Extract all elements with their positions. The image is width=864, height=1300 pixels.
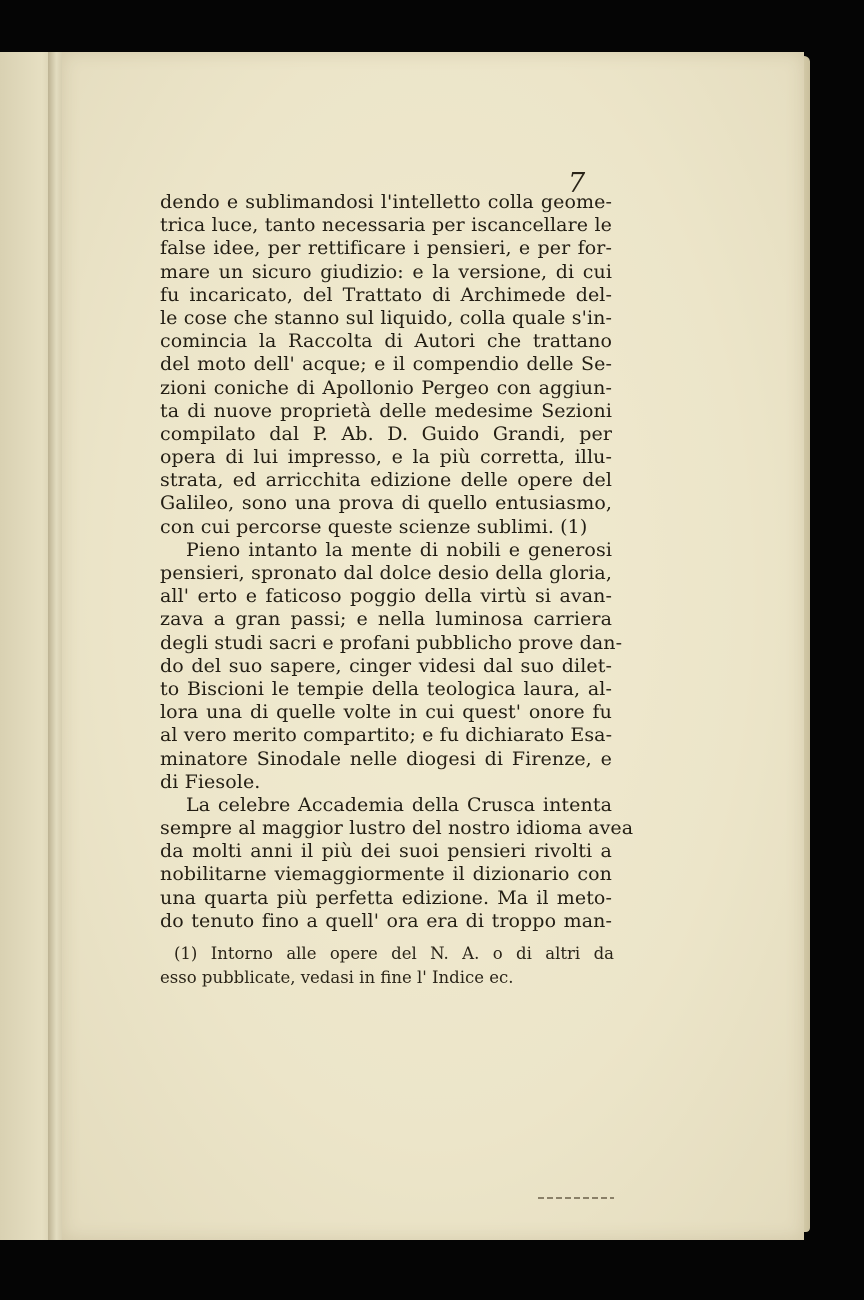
footnote (160, 942, 614, 990)
text-line: strata, ed arricchita edizione delle opere del (160, 469, 612, 492)
footnote-line: (1) Intorno alle opere del N. A. o di altri da (174, 944, 614, 963)
text-line: sempre al maggior lustro del nostro idioma avea (160, 817, 634, 840)
text-line: le cose che stanno sul liquido, colla quale s'in- (160, 306, 612, 329)
text-line: da molti anni il più dei suoi pensieri rivolti a (160, 840, 612, 863)
text-line: trica luce, tanto necessaria per iscancellare le (160, 214, 612, 237)
text-line: false idee, per rettificare i pensieri, e per for- (160, 237, 612, 260)
text-line: dendo e sublimandosi l'intelletto colla geome- (160, 191, 612, 213)
text-line: do del suo sapere, cinger videsi dal suo dilet- (160, 654, 612, 677)
text-line: comincia la Raccolta di Autori che trattano (160, 330, 612, 353)
page-number: 7 (568, 168, 586, 199)
text-line: una quarta più perfetta edizione. Ma il meto- (160, 886, 612, 909)
text-line: al vero merito compartito; e fu dichiarato Esa- (160, 724, 613, 747)
text-line: mare un sicuro giudizio: e la versione, di cui (160, 260, 612, 283)
text-line: all' erto e faticoso poggio della virtù si avan- (160, 585, 612, 608)
text-line: del moto dell' acque; e il compendio delle Se- (160, 353, 612, 376)
text-line: opera di lui impresso, e la più corretta, illu- (160, 446, 612, 469)
text-line: lora una di quelle volte in cui quest' onore fu (160, 701, 612, 724)
text-line: degli studi sacri e profani pubblicho prove dan- (160, 631, 623, 654)
text-line: di Fiesole. (160, 770, 261, 793)
text-line: zioni coniche di Apollonio Pergeo con aggiun- (160, 376, 612, 399)
bottom-ornament (538, 1197, 614, 1199)
text-line: to Biscioni le tempie della teologica laura, al- (160, 677, 612, 700)
text-line: pensieri, spronato dal dolce desio della gloria, (160, 562, 612, 584)
body-text (160, 191, 634, 933)
text-line: compilato dal P. Ab. D. Guido Grandi, per (160, 422, 612, 445)
text-line: Galileo, sono una prova di quello entusiasmo, (160, 492, 612, 515)
text-line: fu incaricato, del Trattato di Archimede del- (160, 283, 612, 306)
text-line: nobilitarne viemaggiormente il dizionario con (160, 863, 612, 886)
book-gutter (48, 52, 62, 1240)
text-line: minatore Sinodale nelle diogesi di Firenze, e (160, 747, 612, 770)
text-line: con cui percorse queste scienze sublimi. (1) (160, 515, 588, 538)
text-line: La celebre Accademia della Crusca intenta (186, 793, 612, 816)
footnote-line: esso pubblicate, vedasi in fine l' Indice ec. (160, 968, 514, 987)
text-line: do tenuto fino a quell' ora era di troppo man- (160, 909, 612, 932)
text-line: Pieno intanto la mente di nobili e generosi (186, 538, 612, 561)
text-line: zava a gran passi; e nella luminosa carriera (160, 608, 612, 631)
text-line: ta di nuove proprietà delle medesime Sezioni (160, 399, 612, 422)
